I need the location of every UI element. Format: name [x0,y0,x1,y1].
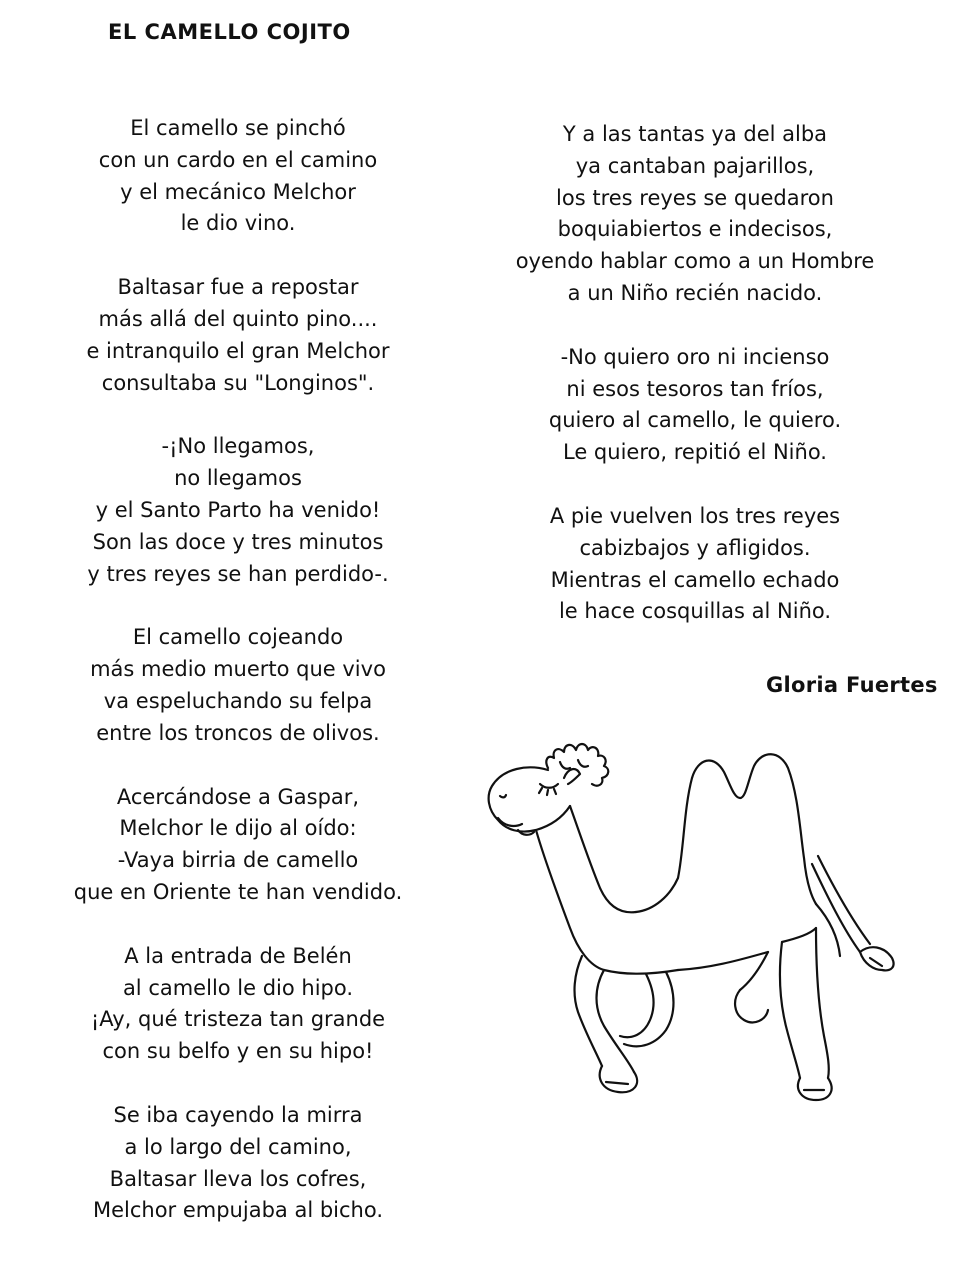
verse-line: A la entrada de Belén [124,943,352,968]
author-signature: Gloria Fuertes [766,673,938,697]
verse-line: que en Oriente te han vendido. [73,879,403,904]
verse-line: El camello cojeando [132,625,344,650]
verse-line: Baltasar fue a repostar [117,275,359,300]
verse-line: Acercándose a Gaspar, [116,784,360,809]
verse-line: va espeluchando su felpa [103,688,373,713]
poem-right-column [500,119,890,660]
verse-line: Mientras el camello echado [550,567,840,592]
verse-line: Le quiero, repitió el Niño. [563,440,827,465]
verse-line: a lo largo del camino, [124,1134,352,1159]
stanza [500,501,890,628]
stanza [500,119,890,310]
verse-line: ¡Ay, qué tristeza tan grande [90,1007,386,1032]
poem-title: EL CAMELLO COJITO [108,20,351,44]
verse-line: le dio vino. [180,211,296,236]
stanza [60,941,416,1068]
verse-line: oyendo hablar como a un Hombre [515,249,875,274]
stanza [60,1100,416,1227]
stanza [60,431,416,590]
verse-line: más medio muerto que vivo [90,657,386,682]
verse-line: Se iba cayendo la mirra [113,1102,363,1127]
verse-line: con un cardo en el camino [98,147,378,172]
verse-line: y el Santo Parto ha venido! [95,497,381,522]
verse-line: y el mecánico Melchor [120,179,356,204]
stanza [60,782,416,909]
verse-line: ni esos tesoros tan fríos, [566,376,824,401]
stanza [60,113,416,240]
verse-line: boquiabiertos e indecisos, [557,217,833,242]
verse-line: El camello se pinchó [130,116,346,140]
verse-line: al camello le dio hipo. [122,975,354,1000]
verse-line: Y a las tantas ya del alba [562,122,828,146]
verse-line: consultaba su "Longinos". [101,370,375,395]
verse-line: -No quiero oro ni incienso [560,344,830,369]
verse-line: y tres reyes se han perdido-. [87,561,389,586]
verse-line: e intranquilo el gran Melchor [86,338,390,363]
stanza [500,342,890,469]
verse-line: Son las doce y tres minutos [92,529,384,554]
verse-line: Melchor empujaba al bicho. [92,1198,384,1223]
verse-line: más allá del quinto pino.... [98,306,378,331]
verse-line: Baltasar lleva los cofres, [109,1166,367,1191]
verse-line: a un Niño recién nacido. [567,280,823,305]
verse-line: -Vaya birria de camello [117,848,359,873]
verse-line: le hace cosquillas al Niño. [558,599,832,624]
poem-left-column [60,113,416,1259]
verse-line: quiero al camello, le quiero. [548,408,842,433]
stanza [60,272,416,399]
verse-line: entre los troncos de olivos. [96,720,380,745]
verse-line: con su belfo y en su hipo! [102,1039,374,1064]
camel-illustration [478,738,908,1113]
verse-line: no llegamos [174,466,302,491]
verse-line: cabizbajos y afligidos. [579,535,811,560]
stanza [60,622,416,749]
verse-line: los tres reyes se quedaron [556,185,834,210]
verse-line: Melchor le dijo al oído: [119,816,357,841]
verse-line: A pie vuelven los tres reyes [549,503,841,528]
verse-line: ya cantaban pajarillos, [575,153,815,178]
verse-line: -¡No llegamos, [161,434,315,459]
